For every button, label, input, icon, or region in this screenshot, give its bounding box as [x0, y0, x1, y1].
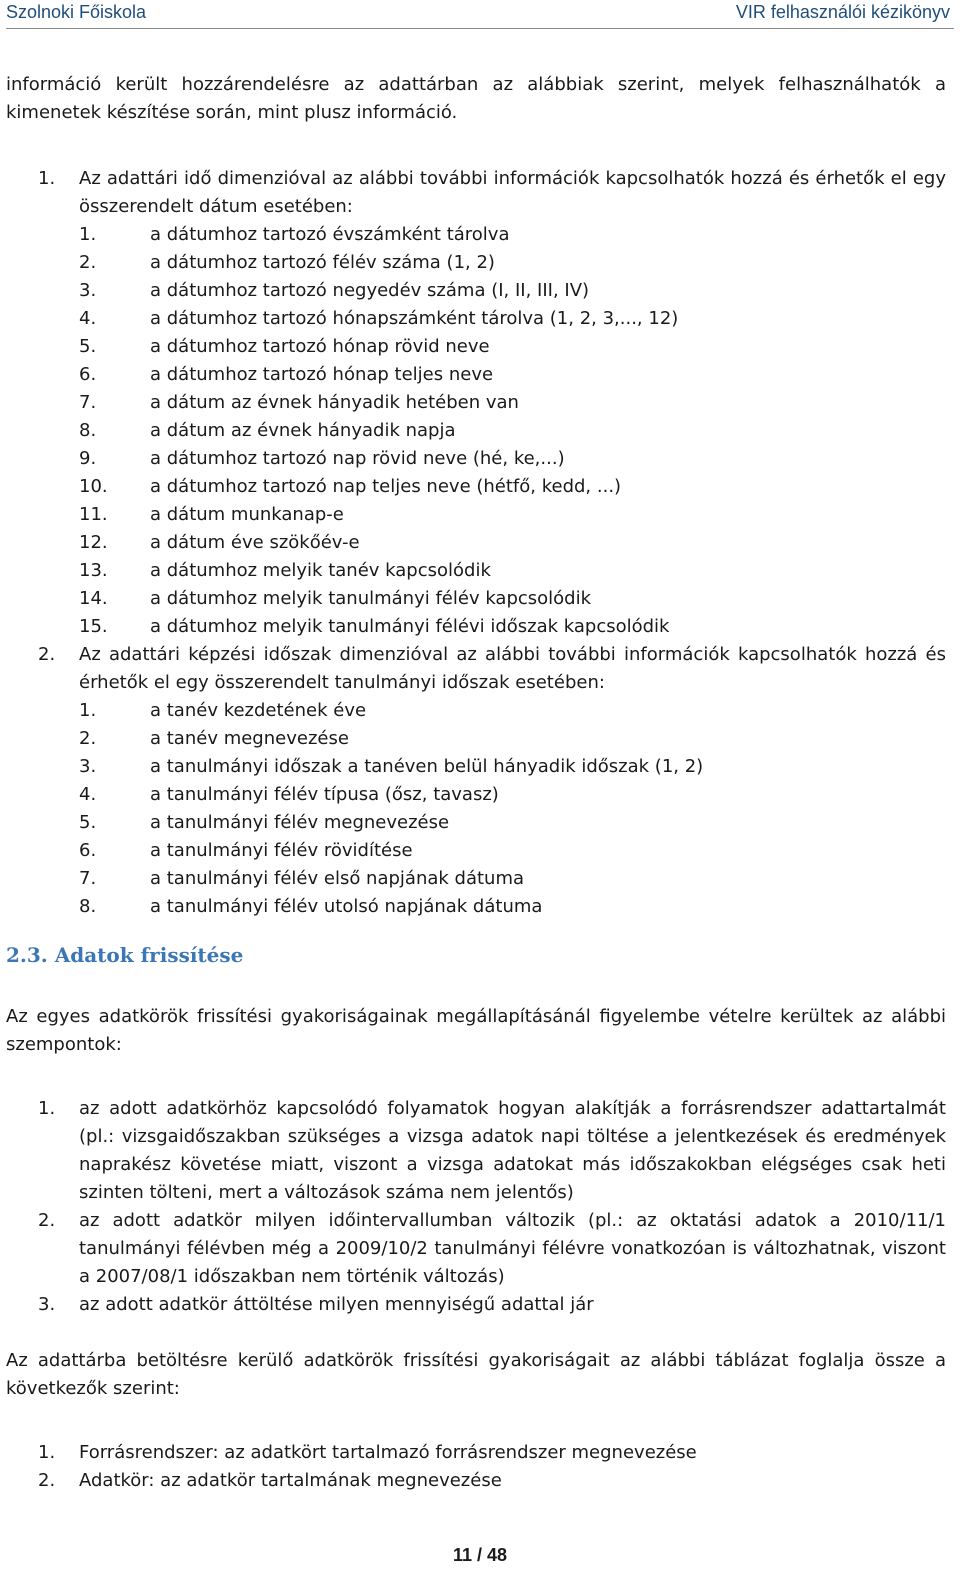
sublist-item	[38, 305, 946, 333]
sublist-item	[38, 249, 946, 277]
sublist-item-number: 12.	[79, 532, 108, 553]
list-item-text: Adatkör: az adatkör tartalmának megnevezése	[79, 1470, 502, 1491]
sublist-item	[38, 221, 946, 249]
page-header	[6, 0, 950, 26]
header-divider	[6, 28, 954, 29]
sublist-item	[38, 613, 946, 641]
refresh-criteria-paragraph: Az egyes adatkörök frissítési gyakoriságainak megállapításánál figyelembe vételre kerültek az alábbi szempontok:	[6, 1006, 946, 1055]
list-item-text: az adott adatkörhöz kapcsolódó folyamatok hogyan alakítják a forrásrendszer adattartalmát (pl.: vizsgaidőszakban szükséges a vizsga adatok napi töltése a jelentkezések és eredmények naprakész követése miatt, viszont a vizsga adatokat más időszakokban elégséges csak heti szinten tölteni, mert a változások száma nem jelentős)	[79, 1098, 946, 1203]
sublist-item-text: a dátumhoz tartozó hónap rövid neve	[150, 336, 490, 357]
sublist-item-text: a dátumhoz tartozó hónapszámként tárolva (1, 2, 3,..., 12)	[150, 308, 679, 329]
training-period-sublist	[38, 697, 946, 921]
intro-paragraph: információ került hozzárendelésre az adattárban az alábbiak szerint, melyek felhasználhatók a kimenetek készítése során, mint plusz információ.	[6, 74, 946, 123]
list-item	[38, 1095, 946, 1207]
sublist-item	[38, 333, 946, 361]
sublist-item	[38, 361, 946, 389]
sublist-item-text: a tanulmányi félév megnevezése	[150, 812, 450, 833]
sublist-item	[38, 445, 946, 473]
sublist-item-number: 3.	[79, 756, 97, 777]
sublist-item	[38, 417, 946, 445]
list-item-text: Forrásrendszer: az adatkört tartalmazó forrásrendszer megnevezése	[79, 1442, 697, 1463]
sublist-item-number: 4.	[79, 308, 97, 329]
sublist-item-number: 8.	[79, 420, 97, 441]
list-item-number: 2.	[38, 1210, 56, 1231]
sublist-item-number: 1.	[79, 700, 97, 721]
sublist-item	[38, 893, 946, 921]
sublist-item-text: a dátumhoz melyik tanulmányi félév kapcsolódik	[150, 588, 592, 609]
sublist-item-text: a tanulmányi időszak a tanéven belül hányadik időszak (1, 2)	[150, 756, 704, 777]
list-item-number: 1.	[38, 1442, 56, 1463]
refresh-criteria-list	[38, 1095, 946, 1319]
list-item	[38, 641, 946, 697]
sublist-item-number: 10.	[79, 476, 108, 497]
sublist-item-text: a tanév kezdetének éve	[150, 700, 367, 721]
sublist-item	[38, 501, 946, 529]
sublist-item	[38, 697, 946, 725]
list-item	[38, 165, 946, 221]
sublist-item-number: 3.	[79, 280, 97, 301]
sublist-item-text: a tanulmányi félév rövidítése	[150, 840, 413, 861]
list-item-number: 2.	[38, 644, 56, 665]
sublist-item	[38, 837, 946, 865]
dimension-info-list	[38, 165, 946, 921]
time-dimension-sublist	[38, 221, 946, 641]
sublist-item-text: a dátumhoz melyik tanulmányi félévi időszak kapcsolódik	[150, 616, 670, 637]
sublist-item-number: 1.	[79, 224, 97, 245]
sublist-item-text: a dátum éve szökőév-e	[150, 532, 360, 553]
list-item-number: 1.	[38, 168, 56, 189]
sublist-item-number: 2.	[79, 728, 97, 749]
sublist-item	[38, 753, 946, 781]
sublist-item-text: a dátumhoz tartozó nap rövid neve (hé, ke,...)	[150, 448, 565, 469]
sublist-item-text: a tanulmányi félév első napjának dátuma	[150, 868, 525, 889]
sublist-item-text: a dátumhoz tartozó hónap teljes neve	[150, 364, 494, 385]
page-number: 11 / 48	[452, 1545, 508, 1565]
sublist-item	[38, 529, 946, 557]
sublist-item-number: 5.	[79, 812, 97, 833]
list-item-number: 3.	[38, 1294, 56, 1315]
table-columns-list	[38, 1439, 946, 1495]
sublist-item-text: a dátum az évnek hányadik hetében van	[150, 392, 519, 413]
header-institution: Szolnoki Főiskola	[6, 2, 147, 22]
sublist-item-number: 7.	[79, 392, 97, 413]
section-heading: 2.3. Adatok frissítése	[6, 943, 244, 967]
sublist-item	[38, 473, 946, 501]
sublist-item-number: 5.	[79, 336, 97, 357]
sublist-item-text: a tanulmányi félév típusa (ősz, tavasz)	[150, 784, 499, 805]
sublist-item-number: 9.	[79, 448, 97, 469]
list-item	[38, 1207, 946, 1291]
sublist-item-text: a dátumhoz melyik tanév kapcsolódik	[150, 560, 491, 581]
list-item-text: az adott adatkör milyen időintervallumban változik (pl.: az oktatási adatok a 2010/11/1 tanulmányi félévben még a 2009/10/2 tanulmányi félévre vonatkozóan is változhatnak, viszont a 2007/08/1 időszakban nem történik változás)	[79, 1210, 946, 1287]
sublist-item-text: a dátumhoz tartozó nap teljes neve (hétfő, kedd, ...)	[150, 476, 622, 497]
sublist-item-number: 15.	[79, 616, 108, 637]
sublist-item	[38, 781, 946, 809]
sublist-item	[38, 865, 946, 893]
sublist-item-text: a dátumhoz tartozó félév száma (1, 2)	[150, 252, 495, 273]
table-intro-paragraph: Az adattárba betöltésre kerülő adatkörök frissítési gyakoriságait az alábbi táblázat foglalja össze a következők szerint:	[6, 1350, 946, 1399]
sublist-item	[38, 277, 946, 305]
list-item	[38, 1467, 946, 1495]
sublist-item-number: 14.	[79, 588, 108, 609]
sublist-item-text: a dátum munkanap-e	[150, 504, 344, 525]
list-item-number: 2.	[38, 1470, 56, 1491]
sublist-item	[38, 557, 946, 585]
sublist-item-number: 6.	[79, 840, 97, 861]
sublist-item	[38, 585, 946, 613]
list-item-number: 1.	[38, 1098, 56, 1119]
sublist-item-number: 13.	[79, 560, 108, 581]
sublist-item	[38, 809, 946, 837]
sublist-item-number: 2.	[79, 252, 97, 273]
sublist-item-text: a dátumhoz tartozó évszámként tárolva	[150, 224, 510, 245]
sublist-item-number: 11.	[79, 504, 108, 525]
sublist-item-text: a tanulmányi félév utolsó napjának dátuma	[150, 896, 543, 917]
sublist-item-number: 4.	[79, 784, 97, 805]
sublist-item-text: a tanév megnevezése	[150, 728, 349, 749]
header-document-title: VIR felhasználói kézikönyv	[735, 2, 950, 22]
sublist-item-text: a dátumhoz tartozó negyedév száma (I, II, III, IV)	[150, 280, 590, 301]
sublist-item-number: 8.	[79, 896, 97, 917]
sublist-item-number: 7.	[79, 868, 97, 889]
sublist-item	[38, 725, 946, 753]
sublist-item-text: a dátum az évnek hányadik napja	[150, 420, 456, 441]
list-item-text: az adott adatkör áttöltése milyen mennyiségű adattal jár	[79, 1294, 594, 1315]
list-item	[38, 1291, 946, 1319]
list-item-text: Az adattári képzési időszak dimenzióval az alábbi további információk kapcsolhatók hozzá és érhetők el egy összerendelt tanulmányi időszak esetében:	[79, 644, 946, 693]
sublist-item-number: 6.	[79, 364, 97, 385]
list-item-text: Az adattári idő dimenzióval az alábbi további információk kapcsolhatók hozzá és érhetők el egy összerendelt dátum esetében:	[79, 168, 946, 217]
list-item	[38, 1439, 946, 1467]
sublist-item	[38, 389, 946, 417]
